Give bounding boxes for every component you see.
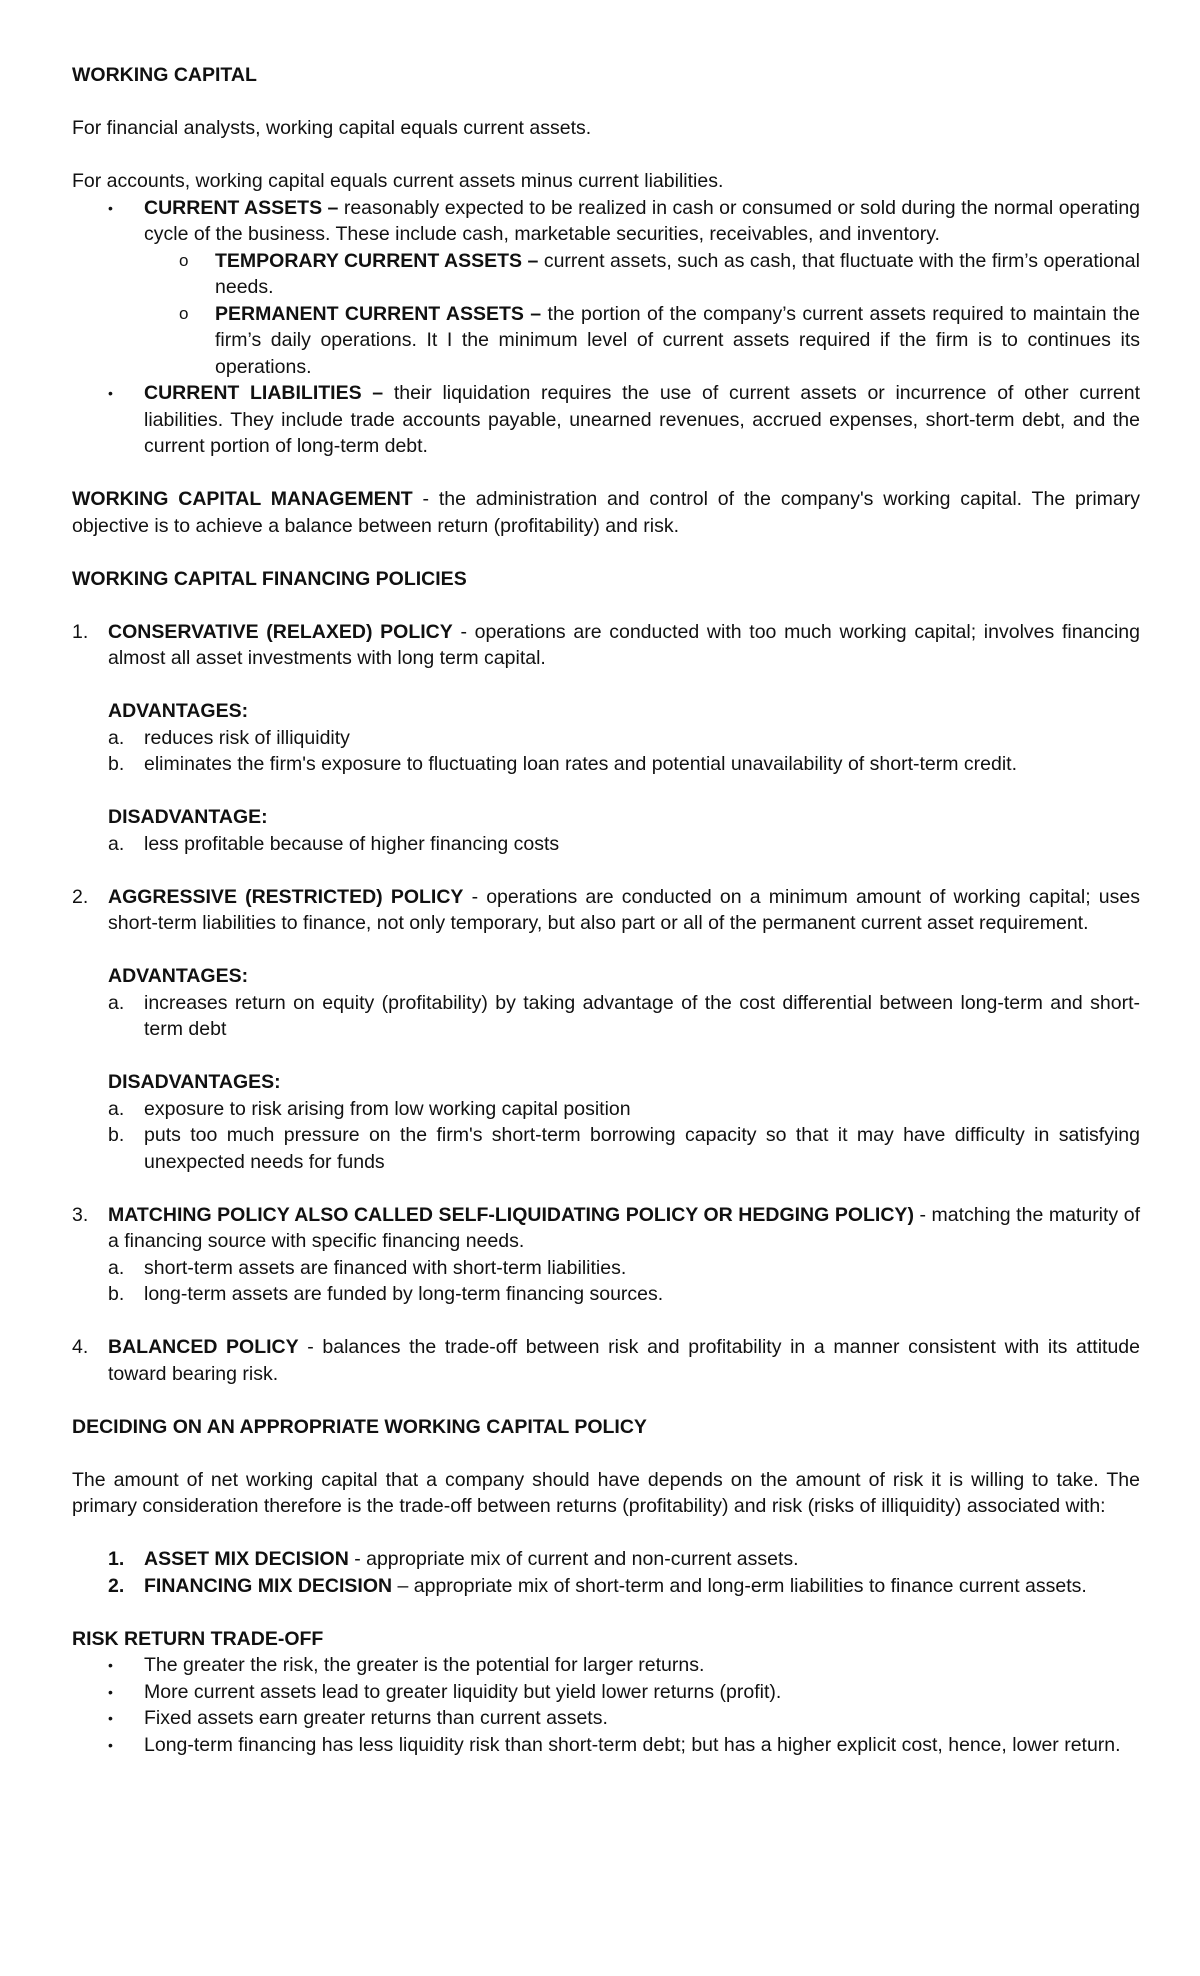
list-item	[72, 1652, 1140, 1679]
deciding-paragraph: The amount of net working capital that a company should have depends on the amount of risk it is willing to take. The primary consideration therefore is the trade-off between returns (profitability) and risk (risks of illiquidity) associated with:	[72, 1468, 1140, 1517]
circle-bullet-icon: o	[179, 250, 189, 270]
list-item-current-assets	[72, 195, 1140, 248]
term-policy-conservative: CONSERVATIVE (RELAXED) POLICY	[108, 620, 453, 643]
list-item-text: increases return on equity (profitability) by taking advantage of the cost differential between long-term and short-term debt	[144, 991, 1140, 1040]
list-letter: a.	[108, 1256, 125, 1279]
list-item-permanent-current-assets	[72, 301, 1140, 381]
policy-balanced	[72, 1334, 1140, 1387]
desc-wcm: - the administration and control of the company's working capital. The primary objective is to achieve a balance between return (profitability) and risk.	[72, 488, 1141, 537]
decision-financing-mix	[72, 1573, 1140, 1600]
decision-asset-mix	[72, 1546, 1140, 1573]
list-number: 4.	[72, 1336, 89, 1358]
list-item-text: less profitable because of higher financing costs	[144, 832, 560, 855]
list-item	[72, 1096, 1140, 1123]
term-permanent-current-assets: PERMANENT CURRENT ASSETS –	[215, 302, 542, 325]
document-page	[72, 62, 1140, 1758]
policy-matching	[72, 1202, 1140, 1255]
list-number: 3.	[72, 1203, 89, 1226]
list-item-text: long-term assets are funded by long-term financing sources.	[144, 1283, 664, 1305]
desc-permanent-current-assets: the portion of the company’s current assets required to maintain the firm’s daily operations. It I the minimum level of current assets required if the firm is to continues its operations.	[215, 302, 1141, 378]
list-item	[72, 1255, 1140, 1282]
bullet-icon: •	[108, 1710, 113, 1726]
list-letter: a.	[108, 832, 125, 855]
desc-policy-conservative: - operations are conducted with too much working capital; involves financing almost all asset investments with long term capital.	[108, 620, 1141, 669]
list-item-text: Fixed assets earn greater returns than current assets.	[144, 1707, 608, 1729]
bullet-icon: •	[108, 1657, 113, 1673]
list-number: 1.	[72, 620, 89, 643]
advantages-heading: ADVANTAGES:	[108, 965, 249, 987]
desc-policy-aggressive: - operations are conducted on a minimum amount of working capital; uses short-term liabilities to finance, not only temporary, but also part or all of the permanent current asset requirement.	[108, 885, 1141, 934]
term-temporary-current-assets: TEMPORARY CURRENT ASSETS –	[215, 249, 539, 272]
list-item	[72, 990, 1140, 1043]
list-letter: a.	[108, 726, 125, 749]
list-item	[72, 831, 1140, 858]
desc-policy-matching: - matching the maturity of a financing source with specific financing needs.	[108, 1203, 1140, 1252]
list-letter: a.	[108, 1097, 125, 1120]
list-letter: a.	[108, 991, 125, 1014]
term-policy-aggressive: AGGRESSIVE (RESTRICTED) POLICY	[108, 885, 464, 908]
list-item-current-liabilities	[72, 380, 1140, 460]
desc-current-liabilities: their liquidation requires the use of current assets or incurrence of other current liabilities. They include trade accounts payable, unearned revenues, accrued expenses, short-term debt, and the current portion of long-term debt.	[144, 382, 1141, 457]
definition-analysts: For financial analysts, working capital equals current assets.	[72, 117, 592, 139]
list-item-text: eliminates the firm's exposure to fluctuating loan rates and potential unavailability of short-term credit.	[144, 753, 1017, 775]
list-letter: b.	[108, 1283, 125, 1305]
term-policy-balanced: BALANCED POLICY	[108, 1336, 299, 1358]
section-heading-policies: WORKING CAPITAL FINANCING POLICIES	[72, 567, 467, 590]
term-policy-matching: MATCHING POLICY ALSO CALLED SELF-LIQUIDATING POLICY OR HEDGING POLICY)	[108, 1203, 914, 1226]
wcm-paragraph	[72, 486, 1140, 539]
circle-bullet-icon: o	[179, 303, 189, 323]
desc-financing-mix: – appropriate mix of short-term and long-erm liabilities to finance current assets.	[392, 1574, 1087, 1597]
list-item	[72, 1705, 1140, 1732]
list-item-text: The greater the risk, the greater is the potential for larger returns.	[144, 1654, 705, 1676]
list-item	[72, 751, 1140, 778]
list-letter: b.	[108, 1124, 125, 1146]
list-item-temporary-current-assets	[72, 248, 1140, 301]
list-number: 2.	[72, 885, 89, 908]
advantages-heading: ADVANTAGES:	[108, 700, 249, 722]
term-wcm: WORKING CAPITAL MANAGEMENT	[72, 488, 413, 510]
policy-aggressive	[72, 884, 1140, 937]
bullet-icon: •	[108, 199, 113, 216]
bullet-icon: •	[108, 385, 113, 401]
list-item	[72, 1732, 1140, 1759]
list-item-text: puts too much pressure on the firm's short-term borrowing capacity so that it may have difficulty in satisfying unexpected needs for funds	[144, 1124, 1140, 1173]
list-item-text: short-term assets are financed with short-term liabilities.	[144, 1256, 627, 1279]
desc-asset-mix: - appropriate mix of current and non-current assets.	[348, 1548, 799, 1570]
term-current-liabilities: CURRENT LIABILITIES –	[144, 382, 384, 404]
desc-temporary-current-assets: current assets, such as cash, that fluctuate with the firm’s operational needs.	[215, 249, 1140, 298]
desc-current-assets: reasonably expected to be realized in cash or consumed or sold during the normal operating cycle of the business. These include cash, marketable securities, receivables, and inventory.	[144, 196, 1141, 245]
list-number: 2.	[108, 1574, 125, 1597]
policy-conservative	[72, 619, 1140, 672]
list-item	[72, 1122, 1140, 1175]
list-item-text: Long-term financing has less liquidity risk than short-term debt; but has a higher explicit cost, hence, lower return.	[144, 1733, 1121, 1756]
bullet-icon: •	[108, 1736, 113, 1753]
bullet-icon: •	[108, 1683, 113, 1700]
list-item-text: exposure to risk arising from low working capital position	[144, 1097, 631, 1120]
list-number: 1.	[108, 1548, 125, 1570]
desc-policy-balanced: - balances the trade-off between risk and profitability in a manner consistent with its attitude toward bearing risk.	[108, 1336, 1140, 1385]
list-item	[72, 1679, 1140, 1706]
definition-accounts: For accounts, working capital equals current assets minus current liabilities.	[72, 170, 724, 192]
term-financing-mix: FINANCING MIX DECISION	[144, 1574, 393, 1597]
disadvantages-heading: DISADVANTAGE:	[108, 806, 268, 828]
list-letter: b.	[108, 753, 125, 775]
term-asset-mix: ASSET MIX DECISION	[144, 1548, 349, 1570]
term-current-assets: CURRENT ASSETS –	[144, 196, 339, 219]
section-heading-risk: RISK RETURN TRADE-OFF	[72, 1627, 324, 1650]
list-item	[72, 725, 1140, 752]
page-title: WORKING CAPITAL	[72, 64, 257, 86]
list-item	[72, 1281, 1140, 1308]
list-item-text: More current assets lead to greater liquidity but yield lower returns (profit).	[144, 1680, 782, 1703]
list-item-text: reduces risk of illiquidity	[144, 726, 350, 749]
disadvantages-heading: DISADVANTAGES:	[108, 1071, 281, 1093]
section-heading-deciding: DECIDING ON AN APPROPRIATE WORKING CAPITAL POLICY	[72, 1415, 647, 1438]
